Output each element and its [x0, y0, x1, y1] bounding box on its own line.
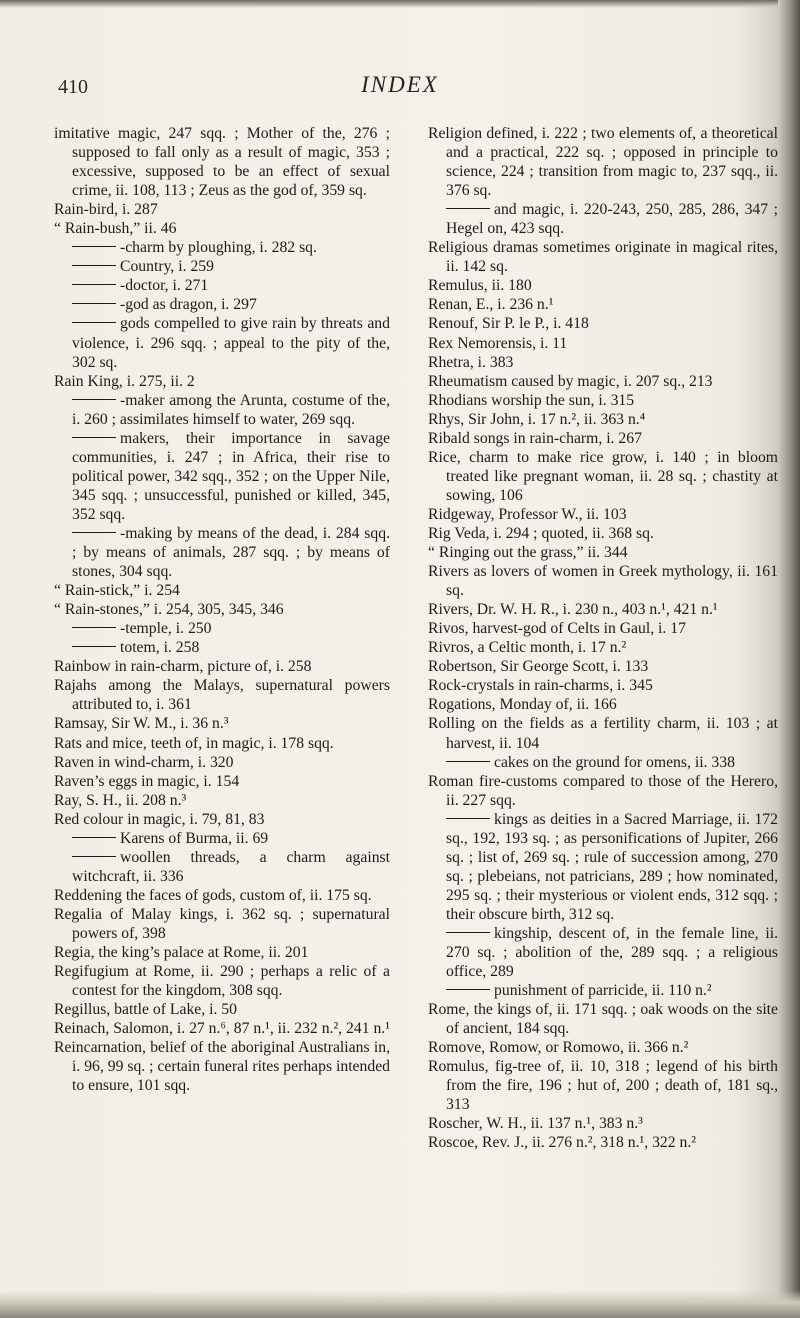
- index-subentry: [54, 257, 390, 276]
- repeat-dash: [446, 818, 490, 819]
- repeat-dash: [72, 303, 116, 304]
- entry-text: Rivers as lovers of women in Greek mythology, ii. 161 sq.: [428, 563, 778, 600]
- entry-text: Robertson, Sir George Scott, i. 133: [428, 658, 649, 676]
- index-entry: [428, 772, 778, 810]
- index-entry: [428, 619, 778, 638]
- entry-text: Rogations, Monday of, ii. 166: [428, 696, 617, 714]
- entry-text: Ribald songs in rain-charm, i. 267: [428, 429, 642, 447]
- entry-text: Rain King, i. 275, ii. 2: [54, 372, 195, 390]
- index-subentry: [54, 391, 390, 429]
- index-entry: [54, 1019, 390, 1038]
- index-entry: [428, 714, 778, 752]
- entry-text: Ridgeway, Professor W., ii. 103: [428, 505, 627, 523]
- entry-text: Rig Veda, i. 294 ; quoted, ii. 368 sq.: [428, 524, 654, 542]
- entry-text: Ramsay, Sir W. M., i. 36 n.³: [54, 715, 229, 733]
- index-entry: [428, 353, 778, 372]
- index-entry: [54, 1000, 390, 1019]
- entry-text: Reinach, Salomon, i. 27 n.⁶, 87 n.¹, ii. 232 n.², 241 n.¹: [54, 1020, 390, 1038]
- index-entry: [54, 200, 390, 219]
- repeat-dash: [72, 627, 116, 628]
- index-entry: [54, 753, 390, 772]
- entry-text: Religious dramas sometimes originate in magical rites, ii. 142 sq.: [428, 239, 778, 276]
- page-number: 410: [58, 76, 88, 98]
- entry-text: punishment of parricide, ii. 110 n.²: [494, 982, 712, 1000]
- entry-text: Regalia of Malay kings, i. 362 sq. ; supernatural powers of, 398: [54, 905, 390, 942]
- entry-text: Reddening the faces of gods, custom of, ii. 175 sq.: [54, 886, 372, 904]
- index-entry: [54, 886, 390, 905]
- repeat-dash: [72, 284, 116, 285]
- entry-text: Rock-crystals in rain-charms, i. 345: [428, 677, 653, 695]
- entry-text: Karens of Burma, ii. 69: [120, 829, 269, 847]
- entry-text: Regifugium at Rome, ii. 290 ; perhaps a relic of a contest for the kingdom, 308 sqq.: [54, 963, 390, 1000]
- repeat-dash: [446, 932, 490, 933]
- index-entry: [428, 562, 778, 600]
- entry-text: imitative magic, 247 sqq. ; Mother of the, 276 ; supposed to fall only as a result of magic, 353 ; excessive, supposed to be an effect of sexual crime, ii. 108, 113 ; Zeus as the god of, 359 sq.: [54, 125, 390, 200]
- index-entry: [54, 581, 390, 600]
- index-entry: [54, 124, 390, 200]
- entry-text: -temple, i. 250: [120, 620, 212, 638]
- index-subentry: [54, 619, 390, 638]
- entry-text: Renouf, Sir P. le P., i. 418: [428, 315, 589, 333]
- entry-text: Raven in wind-charm, i. 320: [54, 753, 234, 771]
- entry-text: woollen threads, a charm against witchcraft, ii. 336: [72, 848, 390, 885]
- running-head: INDEX: [361, 72, 439, 97]
- repeat-dash: [72, 399, 116, 400]
- index-entry: [428, 314, 778, 333]
- index-entry: [54, 657, 390, 676]
- entry-text: Remulus, ii. 180: [428, 277, 532, 295]
- index-entry: [54, 714, 390, 733]
- entry-text: Ray, S. H., ii. 208 n.³: [54, 791, 187, 809]
- index-entry: [428, 410, 778, 429]
- entry-text: -charm by ploughing, i. 282 sq.: [120, 239, 317, 257]
- entry-text: gods compelled to give rain by threats and violence, i. 296 sqq. ; appeal to the pity of the, 302 sq.: [72, 315, 390, 371]
- index-entry: [428, 676, 778, 695]
- index-entry: [428, 334, 778, 353]
- repeat-dash: [72, 646, 116, 647]
- index-subentry: [54, 829, 390, 848]
- entry-text: -making by means of the dead, i. 284 sqq. ; by means of animals, 287 sqq. ; by means of stones, 304 sqq.: [72, 524, 390, 581]
- index-entry: [54, 372, 390, 391]
- entry-text: Rivros, a Celtic month, i. 17 n.²: [428, 639, 627, 657]
- index-entry: [54, 676, 390, 714]
- index-subentry: [54, 238, 390, 257]
- index-subentry: [428, 924, 778, 981]
- index-subentry: [54, 524, 390, 581]
- entry-text: Country, i. 259: [120, 258, 214, 276]
- index-entry: [428, 448, 778, 505]
- entry-text: makers, their importance in savage communities, i. 247 ; in Africa, their rise to political power, 342 sqq., 352 ; on the Upper Nile, 345 sqq. ; unsuccessful, punished or killed, 345, 352 sqq.: [72, 429, 390, 523]
- index-entry: [54, 1038, 390, 1095]
- repeat-dash: [446, 761, 490, 762]
- index-entry: [428, 238, 778, 276]
- index-subentry: [54, 848, 390, 886]
- index-column-right: [428, 124, 778, 1153]
- entry-text: Rats and mice, teeth of, in magic, i. 178 sqq.: [54, 734, 334, 752]
- index-entry: [428, 524, 778, 543]
- entry-text: totem, i. 258: [120, 639, 200, 657]
- entry-text: “ Rain-stones,” i. 254, 305, 345, 346: [54, 601, 284, 619]
- entry-text: Romove, Romow, or Romowo, ii. 366 n.²: [428, 1039, 689, 1057]
- index-entry: [428, 638, 778, 657]
- index-subentry: [428, 753, 778, 772]
- index-subentry: [54, 295, 390, 314]
- entry-text: Roman fire-customs compared to those of the Herero, ii. 227 sqq.: [428, 772, 778, 809]
- entry-text: Religion defined, i. 222 ; two elements of, a theoretical and a practical, 222 sq. ; opposed in principle to science, 224 ; transition from magic to, 237 sqq., ii. 376 sq.: [428, 125, 778, 200]
- index-entry: [428, 276, 778, 295]
- entry-text: cakes on the ground for omens, ii. 338: [494, 753, 735, 771]
- index-entry: [428, 295, 778, 314]
- index-entry: [428, 657, 778, 676]
- index-entry: [428, 372, 778, 391]
- index-entry: [428, 1057, 778, 1114]
- entry-text: and magic, i. 220-243, 250, 285, 286, 347 ; Hegel on, 423 sqq.: [446, 201, 778, 238]
- index-entry: [428, 1038, 778, 1057]
- index-column-left: [54, 124, 390, 1095]
- repeat-dash: [72, 322, 116, 323]
- index-entry: [428, 695, 778, 714]
- index-entry: [54, 791, 390, 810]
- entry-text: -maker among the Arunta, costume of the, i. 260 ; assimilates himself to water, 269 sqq.: [72, 391, 390, 428]
- entry-text: Rivers, Dr. W. H. R., i. 230 n., 403 n.¹, 421 n.¹: [428, 601, 718, 619]
- page-bottom-shadow: [0, 1290, 800, 1318]
- index-entry: [54, 734, 390, 753]
- repeat-dash: [72, 837, 116, 838]
- index-entry: [428, 1114, 778, 1133]
- entry-text: Rivos, harvest-god of Celts in Gaul, i. 17: [428, 620, 686, 638]
- index-subentry: [428, 810, 778, 924]
- index-entry: [54, 600, 390, 619]
- index-entry: [428, 505, 778, 524]
- page-top-shadow: [0, 0, 800, 8]
- entry-text: Rajahs among the Malays, supernatural powers attributed to, i. 361: [54, 677, 390, 714]
- entry-text: -doctor, i. 271: [120, 277, 209, 295]
- page-gutter-shadow: [778, 0, 800, 1318]
- entry-text: Rome, the kings of, ii. 171 sqq. ; oak woods on the site of ancient, 184 sqq.: [428, 1001, 778, 1038]
- repeat-dash: [72, 437, 116, 438]
- entry-text: Rolling on the fields as a fertility charm, ii. 103 ; at harvest, ii. 104: [428, 715, 778, 752]
- entry-text: Regillus, battle of Lake, i. 50: [54, 1001, 237, 1019]
- index-subentry: [428, 200, 778, 238]
- index-subentry: [54, 638, 390, 657]
- entry-text: -god as dragon, i. 297: [120, 296, 257, 314]
- index-entry: [428, 1000, 778, 1038]
- index-entry: [54, 943, 390, 962]
- repeat-dash: [72, 532, 116, 533]
- repeat-dash: [72, 246, 116, 247]
- index-entry: [54, 772, 390, 791]
- index-subentry: [54, 276, 390, 295]
- entry-text: “ Rain-stick,” i. 254: [54, 582, 180, 600]
- entry-text: Rex Nemorensis, i. 11: [428, 334, 568, 352]
- index-entry: [54, 219, 390, 238]
- repeat-dash: [446, 989, 490, 990]
- entry-text: kingship, descent of, in the female line, ii. 270 sq. ; abolition of the, 289 sqq. ; a religious office, 289: [446, 924, 778, 981]
- repeat-dash: [72, 856, 116, 857]
- repeat-dash: [446, 208, 490, 209]
- entry-text: Renan, E., i. 236 n.¹: [428, 296, 554, 314]
- index-subentry: [54, 314, 390, 371]
- index-entry: [54, 962, 390, 1000]
- entry-text: Rain-bird, i. 287: [54, 201, 158, 219]
- entry-text: Roscher, W. H., ii. 137 n.¹, 383 n.³: [428, 1115, 643, 1133]
- index-subentry: [428, 981, 778, 1000]
- entry-text: Rhys, Sir John, i. 17 n.², ii. 363 n.⁴: [428, 410, 646, 428]
- index-entry: [54, 905, 390, 943]
- entry-text: Rice, charm to make rice grow, i. 140 ; in bloom treated like pregnant woman, ii. 28 sq. ; chastity at sowing, 106: [428, 448, 778, 504]
- entry-text: “ Rain-bush,” ii. 46: [54, 220, 177, 238]
- entry-text: Rainbow in rain-charm, picture of, i. 258: [54, 658, 312, 676]
- index-entry: [428, 543, 778, 562]
- entry-text: Romulus, fig-tree of, ii. 10, 318 ; legend of his birth from the fire, 196 ; hut of, 200 ; death of, 181 sq., 313: [428, 1058, 778, 1114]
- entry-text: Red colour in magic, i. 79, 81, 83: [54, 810, 265, 828]
- index-entry: [428, 1133, 778, 1152]
- entry-text: Rhetra, i. 383: [428, 353, 514, 371]
- index-entry: [428, 124, 778, 200]
- entry-text: Rheumatism caused by magic, i. 207 sq., 213: [428, 372, 713, 390]
- index-entry: [428, 600, 778, 619]
- index-entry: [428, 391, 778, 410]
- entry-text: Raven’s eggs in magic, i. 154: [54, 772, 240, 790]
- entry-text: Regia, the king’s palace at Rome, ii. 201: [54, 944, 309, 962]
- entry-text: Roscoe, Rev. J., ii. 276 n.², 318 n.¹, 322 n.²: [428, 1134, 697, 1152]
- entry-text: Reincarnation, belief of the aboriginal Australians in, i. 96, 99 sq. ; certain funeral rites perhaps intended to ensure, 101 sqq.: [54, 1039, 391, 1095]
- index-subentry: [54, 429, 390, 524]
- entry-text: Rhodians worship the sun, i. 315: [428, 391, 635, 409]
- index-entry: [428, 429, 778, 448]
- entry-text: kings as deities in a Sacred Marriage, ii. 172 sq., 192, 193 sq. ; as personifications of Jupiter, 266 sq. ; list of, 269 sq. ; rule of succession among, 270 sq. ; plebeians, not patricians, 289 ; how nominated, 295 sq. ; their mysterious or violent ends, 312 sqq. ; their obscure birth, 312 sq.: [446, 810, 778, 923]
- entry-text: “ Ringing out the grass,” ii. 344: [428, 544, 628, 562]
- repeat-dash: [72, 265, 116, 266]
- index-entry: [54, 810, 390, 829]
